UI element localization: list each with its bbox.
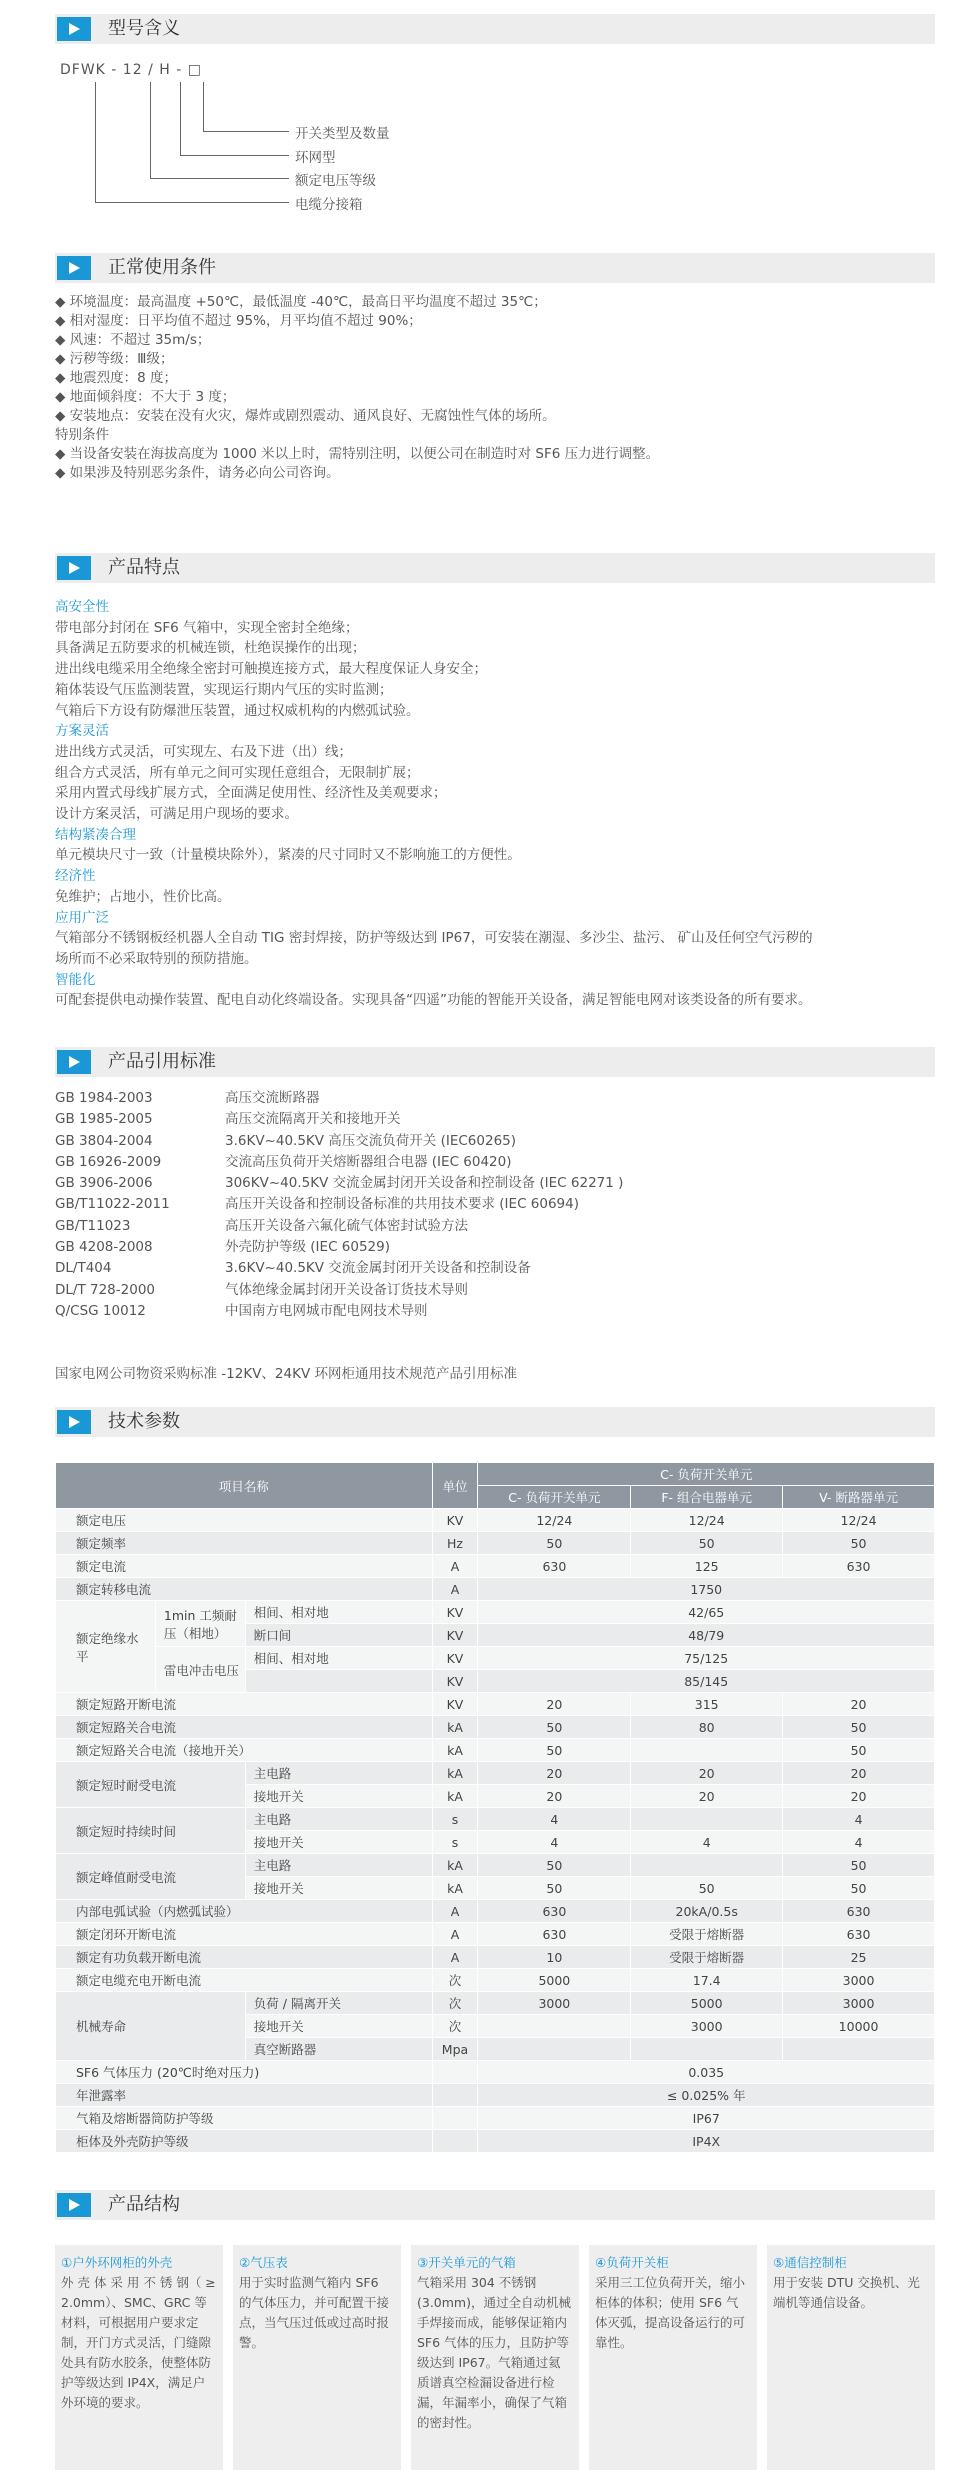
table-cell: 额定电流 — [56, 1555, 433, 1578]
standard-name: 外壳防护等级 (IEC 60529) — [225, 1239, 390, 1256]
table-row — [56, 1555, 935, 1578]
table-cell: 20kA/0.5s — [631, 1900, 783, 1923]
table-cell: 630 — [478, 1923, 631, 1946]
list-item: ◆ 地震烈度：8 度； — [55, 370, 178, 386]
table-cell: 50 — [478, 1854, 631, 1877]
table-cell: 42/65 — [478, 1601, 935, 1624]
table-cell: 50 — [478, 1716, 631, 1739]
table-cell: A — [432, 1900, 478, 1923]
standard-code: GB 4208-2008 — [55, 1239, 153, 1256]
table-cell: 内部电弧试验（内燃弧试验） — [56, 1900, 433, 1923]
standard-code: GB 1984-2003 — [55, 1090, 153, 1106]
table-cell: 50 — [783, 1877, 935, 1900]
table-cell: KV — [432, 1670, 478, 1693]
table-cell: KV — [432, 1693, 478, 1716]
standard-row — [55, 1194, 623, 1215]
diagram-line — [180, 82, 181, 155]
table-cell: 85/145 — [478, 1670, 935, 1693]
table-cell: 主电路 — [245, 1762, 432, 1785]
standard-code: DL/T 728-2000 — [55, 1281, 155, 1298]
table-row — [56, 1739, 935, 1762]
table-cell: 630 — [478, 1900, 631, 1923]
table-cell: 12/24 — [631, 1509, 783, 1532]
table-row — [56, 1578, 935, 1601]
section-header-tech — [55, 1407, 935, 1437]
table-row — [56, 1992, 935, 2015]
table-cell: 48/79 — [478, 1624, 935, 1647]
table-cell — [478, 2015, 631, 2038]
play-icon — [57, 17, 91, 41]
table-cell: 4 — [783, 1831, 935, 1854]
section-title: 型号含义 — [108, 18, 180, 39]
standard-name: 高压开关设备六氟化硫气体密封试验方法 — [225, 1217, 468, 1234]
table-row — [56, 1762, 935, 1785]
spec-table — [55, 1462, 935, 2153]
table-cell: 额定短路开断电流 — [56, 1693, 433, 1716]
list-item: ◆ 污秽等级：Ⅲ级； — [55, 351, 174, 367]
diagram-line — [203, 131, 289, 132]
table-cell — [245, 1670, 432, 1693]
table-row — [56, 1716, 935, 1739]
model-label: 电缆分接箱 — [295, 197, 363, 213]
table-cell: 20 — [631, 1785, 783, 1808]
standards-list — [55, 1088, 623, 1322]
model-label: 额定电压等级 — [295, 173, 376, 189]
standard-row — [55, 1173, 623, 1194]
standard-code: GB/T11022-2011 — [55, 1196, 170, 1213]
feature-heading: 经济性 — [55, 868, 96, 885]
table-cell: 50 — [478, 1739, 631, 1762]
table-cell: 机械寿命 — [56, 1992, 246, 2061]
table-cell: 受限于熔断器 — [631, 1946, 783, 1969]
model-label: 环网型 — [295, 150, 336, 166]
feature-line: 气箱部分不锈钢板经机器人全自动 TIG 密封焊接，防护等级达到 IP67，可安装在潮湿、多沙尘、盐污、 矿山及任何空气污秽的 — [55, 930, 813, 947]
feature-line: 气箱后下方设有防爆泄压装置，通过权威机构的内燃弧试验。 — [55, 702, 420, 719]
table-cell: 125 — [631, 1555, 783, 1578]
model-label: 开关类型及数量 — [295, 126, 390, 142]
table-cell: A — [432, 1923, 478, 1946]
table-cell: 50 — [783, 1532, 935, 1555]
table-row — [56, 1647, 935, 1670]
structure-card — [589, 2245, 757, 2470]
header-group: C- 负荷开关单元 — [478, 1463, 935, 1486]
table-cell: 柜体及外壳防护等级 — [56, 2130, 433, 2153]
standard-name: 气体绝缘金属封闭开关设备订货技术导则 — [225, 1281, 468, 1298]
section-title: 产品结构 — [108, 2194, 180, 2215]
section-header-standards — [55, 1047, 935, 1077]
table-cell — [478, 2038, 631, 2061]
table-cell: Mpa — [432, 2038, 478, 2061]
table-cell — [432, 2130, 478, 2153]
standard-code: GB 16926-2009 — [55, 1153, 162, 1170]
standard-code: GB/T11023 — [55, 1217, 131, 1234]
table-cell: kA — [432, 1762, 478, 1785]
table-cell: 受限于熔断器 — [631, 1923, 783, 1946]
diagram-line — [95, 202, 289, 203]
table-cell: 20 — [783, 1785, 935, 1808]
feature-line: 采用内置式母线扩展方式，全面满足使用性、经济性及美观要求； — [55, 785, 447, 802]
play-icon — [57, 556, 91, 580]
table-cell: 负荷 / 隔离开关 — [245, 1992, 432, 2015]
card-body: 采用三工位负荷开关，缩小柜体的体积；使用 SF6 气体灭弧，提高设备运行的可靠性。 — [595, 2275, 746, 2350]
header-c: C- 负荷开关单元 — [478, 1486, 631, 1509]
table-row — [56, 1900, 935, 1923]
table-cell: Hz — [432, 1532, 478, 1555]
table-cell: 20 — [783, 1762, 935, 1785]
play-icon — [57, 1050, 91, 1074]
table-cell: 10000 — [783, 2015, 935, 2038]
table-cell: 主电路 — [245, 1854, 432, 1877]
feature-heading: 高安全性 — [55, 599, 109, 615]
table-cell — [631, 1854, 783, 1877]
feature-line: 场所而不必采取特别的预防措施。 — [55, 950, 258, 967]
table-cell: 接地开关 — [245, 1877, 432, 1900]
table-cell: 20 — [478, 1762, 631, 1785]
table-cell: s — [432, 1808, 478, 1831]
play-icon — [57, 2193, 91, 2217]
standard-code: GB 3804-2004 — [55, 1132, 153, 1149]
card-body: 用于实时监测气箱内 SF6 的气体压力，并可配置干接点，当气压过低或过高时报警。 — [239, 2275, 390, 2350]
features-list — [55, 597, 813, 1011]
table-row — [56, 1923, 935, 1946]
table-cell: 年泄露率 — [56, 2084, 433, 2107]
standard-name: 高压交流断路器 — [225, 1090, 320, 1106]
table-cell: 额定电压 — [56, 1509, 433, 1532]
table-cell: 3000 — [783, 1969, 935, 1992]
table-cell: 50 — [783, 1854, 935, 1877]
table-cell — [631, 2038, 783, 2061]
standard-name: 高压交流隔离开关和接地开关 — [225, 1111, 401, 1128]
table-row — [56, 2107, 935, 2130]
section-title: 产品特点 — [108, 557, 180, 578]
table-cell: 630 — [783, 1555, 935, 1578]
standard-row — [55, 1131, 623, 1152]
table-cell: 次 — [432, 1992, 478, 2015]
table-cell: KV — [432, 1647, 478, 1670]
standard-row — [55, 1301, 623, 1322]
card-title: ①户外环网柜的外壳 — [61, 2255, 173, 2270]
header-v: V- 断路器单元 — [783, 1486, 935, 1509]
table-row — [56, 1854, 935, 1877]
table-cell: 10 — [478, 1946, 631, 1969]
standard-row — [55, 1152, 623, 1173]
structure-card — [55, 2245, 223, 2470]
list-item: ◆ 当设备安装在海拔高度为 1000 米以上时，需特别注明，以便公司在制造时对 SF6 压力进行调整。 — [55, 446, 660, 462]
table-cell — [432, 2061, 478, 2084]
table-cell — [631, 1739, 783, 1762]
standard-row — [55, 1216, 623, 1237]
section-header-structure — [55, 2190, 935, 2220]
table-cell: 20 — [478, 1693, 631, 1716]
table-cell: 额定闭环开断电流 — [56, 1923, 433, 1946]
diagram-line — [95, 82, 96, 203]
card-body: 外 壳 体 采 用 不 锈 钢（ ≥ 2.0mm）、SMC、GRC 等材料，可根据用户要求定制，开门方式灵活，门缝隙处具有防水胶条，使整体防护等级达到 IP4X，满足户外环境的要求。 — [61, 2275, 216, 2410]
standard-name: 中国南方电网城市配电网技术导则 — [225, 1302, 428, 1319]
table-cell: 额定短时持续时间 — [56, 1808, 246, 1854]
section-header-conditions — [55, 253, 935, 283]
feature-line: 组合方式灵活，所有单元之间可实现任意组合，无限制扩展； — [55, 764, 420, 781]
feature-heading: 智能化 — [55, 971, 96, 988]
table-cell: 630 — [783, 1900, 935, 1923]
table-cell: 3000 — [631, 2015, 783, 2038]
table-cell: 额定绝缘水平 — [56, 1601, 156, 1693]
section-title: 正常使用条件 — [108, 257, 216, 278]
table-cell: 17.4 — [631, 1969, 783, 1992]
table-row — [56, 2084, 935, 2107]
table-cell: 5000 — [631, 1992, 783, 2015]
table-cell — [432, 2084, 478, 2107]
feature-line: 箱体装设气压监测装置，实现运行期内气压的实时监测； — [55, 681, 393, 698]
table-cell: 5000 — [478, 1969, 631, 1992]
table-cell: IP67 — [478, 2107, 935, 2130]
table-cell: 额定转移电流 — [56, 1578, 433, 1601]
diagram-line — [150, 82, 151, 179]
table-cell: 额定电缆充电开断电流 — [56, 1969, 433, 1992]
structure-card — [767, 2245, 935, 2470]
table-cell: 额定短时耐受电流 — [56, 1762, 246, 1808]
table-row — [56, 2130, 935, 2153]
table-cell: kA — [432, 1739, 478, 1762]
table-cell: 接地开关 — [245, 2015, 432, 2038]
card-title: ②气压表 — [239, 2255, 288, 2270]
table-cell: s — [432, 1831, 478, 1854]
feature-line: 进出线电缆采用全绝缘全密封可触摸连接方式，最大程度保证人身安全； — [55, 661, 487, 678]
table-cell: A — [432, 1555, 478, 1578]
table-cell: 相间、相对地 — [245, 1601, 432, 1624]
table-cell: 次 — [432, 1969, 478, 1992]
table-cell: 1750 — [478, 1578, 935, 1601]
table-row — [56, 1532, 935, 1555]
table-cell: 接地开关 — [245, 1785, 432, 1808]
header-unit: 单位 — [432, 1463, 478, 1509]
table-cell: 4 — [783, 1808, 935, 1831]
standard-name: 高压开关设备和控制设备标准的共用技术要求 (IEC 60694) — [225, 1196, 579, 1213]
section-title: 技术参数 — [108, 1411, 180, 1432]
model-code: DFWK - 12 / H - □ — [60, 62, 202, 78]
card-title: ③开关单元的气箱 — [417, 2255, 516, 2270]
play-icon — [57, 256, 91, 280]
feature-heading: 应用广泛 — [55, 909, 109, 926]
play-icon — [57, 1410, 91, 1434]
feature-line: 具备满足五防要求的机械连锁，杜绝误操作的出现； — [55, 640, 366, 657]
standard-row — [55, 1109, 623, 1130]
table-cell: ≤ 0.025% 年 — [478, 2084, 935, 2107]
structure-card — [411, 2245, 579, 2470]
table-cell: A — [432, 1578, 478, 1601]
table-cell: 20 — [478, 1785, 631, 1808]
standard-name: 3.6KV~40.5KV 交流金属封闭开关设备和控制设备 — [225, 1260, 531, 1277]
card-title: ⑤通信控制柜 — [773, 2255, 847, 2270]
card-body: 用于安装 DTU 交换机、光端机等通信设备。 — [773, 2275, 920, 2310]
header-item: 项目名称 — [56, 1463, 433, 1509]
table-row — [56, 1969, 935, 1992]
standard-code: GB 1985-2005 — [55, 1111, 153, 1128]
standard-name: 306KV~40.5KV 交流金属封闭开关设备和控制设备 (IEC 62271 ) — [225, 1175, 624, 1192]
card-body: 气箱采用 304 不锈钢 (3.0mm)，通过全自动机械手焊接而成，能够保证箱内 SF6 气体的压力，且防护等级达到 IP67。气箱通过氦质谱真空检漏设备进行检漏，年漏率小，确保了气箱的密封性。 — [417, 2275, 571, 2430]
table-cell: IP4X — [478, 2130, 935, 2153]
standards-note: 国家电网公司物资采购标准 -12KV、24KV 环网柜通用技术规范产品引用标准 — [55, 1366, 517, 1382]
table-cell: 1min 工频耐压（相地） — [155, 1601, 245, 1647]
table-cell: 12/24 — [783, 1509, 935, 1532]
table-row — [56, 1601, 935, 1624]
standard-code: DL/T404 — [55, 1260, 112, 1277]
special-title: 特别条件 — [55, 427, 109, 443]
standard-code: GB 3906-2006 — [55, 1175, 153, 1192]
table-cell: 0.035 — [478, 2061, 935, 2084]
list-item: ◆ 环境温度：最高温度 +50℃，最低温度 -40℃，最高日平均温度不超过 35℃； — [55, 294, 547, 310]
table-cell: 主电路 — [245, 1808, 432, 1831]
header-f: F- 组合电器单元 — [631, 1486, 783, 1509]
table-cell: 20 — [783, 1693, 935, 1716]
feature-heading: 结构紧凑合理 — [55, 826, 136, 843]
table-cell: 雷电冲击电压 — [155, 1647, 245, 1693]
table-cell: 315 — [631, 1693, 783, 1716]
table-cell — [783, 2038, 935, 2061]
table-cell: 接地开关 — [245, 1831, 432, 1854]
table-cell: 20 — [631, 1762, 783, 1785]
standard-row — [55, 1258, 623, 1279]
card-title: ④负荷开关柜 — [595, 2255, 669, 2270]
section-header-model — [55, 14, 935, 44]
table-header-row — [56, 1463, 935, 1486]
table-cell: 相间、相对地 — [245, 1647, 432, 1670]
table-row — [56, 1808, 935, 1831]
table-cell: 50 — [783, 1739, 935, 1762]
table-cell: 次 — [432, 2015, 478, 2038]
table-cell — [631, 1808, 783, 1831]
feature-line: 免维护；占地小，性价比高。 — [55, 888, 231, 905]
table-cell: 额定峰值耐受电流 — [56, 1854, 246, 1900]
table-row — [56, 1509, 935, 1532]
table-cell: 50 — [631, 1532, 783, 1555]
table-cell: 50 — [478, 1532, 631, 1555]
list-item: ◆ 地面倾斜度：不大于 3 度； — [55, 389, 236, 405]
table-cell: 80 — [631, 1716, 783, 1739]
table-cell: 4 — [631, 1831, 783, 1854]
table-row — [56, 1946, 935, 1969]
diagram-line — [180, 155, 289, 156]
table-cell: 3000 — [478, 1992, 631, 2015]
table-cell: 630 — [783, 1923, 935, 1946]
standard-code: Q/CSG 10012 — [55, 1302, 146, 1319]
table-cell: kA — [432, 1785, 478, 1808]
list-item: ◆ 安装地点：安装在没有火灾，爆炸或剧烈震动、通风良好、无腐蚀性气体的场所。 — [55, 408, 556, 424]
feature-line: 带电部分封闭在 SF6 气箱中，实现全密封全绝缘； — [55, 619, 359, 636]
conditions-list — [55, 293, 659, 483]
table-cell: 4 — [478, 1831, 631, 1854]
standard-name: 3.6KV~40.5KV 高压交流负荷开关 (IEC60265) — [225, 1132, 517, 1149]
table-cell: 25 — [783, 1946, 935, 1969]
table-cell: 4 — [478, 1808, 631, 1831]
list-item: ◆ 如果涉及特别恶劣条件，请务必向公司咨询。 — [55, 465, 340, 481]
table-cell: 50 — [478, 1877, 631, 1900]
feature-heading: 方案灵活 — [55, 723, 109, 740]
structure-card — [233, 2245, 401, 2470]
table-row — [56, 1693, 935, 1716]
diagram-line — [203, 82, 204, 132]
feature-line: 可配套提供电动操作装置、配电自动化终端设备。实现具备“四遥”功能的智能开关设备，满足智能电网对该类设备的所有要求。 — [55, 992, 812, 1009]
standard-row — [55, 1237, 623, 1258]
table-cell: 12/24 — [478, 1509, 631, 1532]
standard-row — [55, 1280, 623, 1301]
standard-row — [55, 1088, 623, 1109]
feature-line: 单元模块尺寸一致（计量模块除外），紧凑的尺寸同时又不影响施工的方便性。 — [55, 847, 521, 864]
table-cell: KV — [432, 1509, 478, 1532]
table-row — [56, 2061, 935, 2084]
table-cell: kA — [432, 1877, 478, 1900]
diagram-line — [150, 178, 289, 179]
feature-line: 设计方案灵活，可满足用户现场的要求。 — [55, 806, 298, 823]
section-title: 产品引用标准 — [108, 1051, 216, 1072]
table-cell: 额定有功负载开断电流 — [56, 1946, 433, 1969]
table-cell: 75/125 — [478, 1647, 935, 1670]
table-cell — [432, 2107, 478, 2130]
table-cell: kA — [432, 1854, 478, 1877]
table-cell: 50 — [783, 1716, 935, 1739]
section-header-features — [55, 553, 935, 583]
list-item: ◆ 风速：不超过 35m/s； — [55, 332, 211, 348]
table-cell: 额定频率 — [56, 1532, 433, 1555]
table-cell: 630 — [478, 1555, 631, 1578]
table-cell: KV — [432, 1601, 478, 1624]
table-cell: 额定短路关合电流 — [56, 1716, 433, 1739]
table-cell: 50 — [631, 1877, 783, 1900]
table-cell: SF6 气体压力 (20℃时绝对压力) — [56, 2061, 433, 2084]
table-cell: KV — [432, 1624, 478, 1647]
feature-line: 进出线方式灵活，可实现左、右及下进（出）线； — [55, 743, 352, 760]
table-cell: 额定短路关合电流（接地开关） — [56, 1739, 433, 1762]
table-cell: 气箱及熔断器筒防护等级 — [56, 2107, 433, 2130]
table-cell: 真空断路器 — [245, 2038, 432, 2061]
standard-name: 交流高压负荷开关熔断器组合电器 (IEC 60420) — [225, 1153, 512, 1170]
table-cell: kA — [432, 1716, 478, 1739]
table-cell: 3000 — [783, 1992, 935, 2015]
list-item: ◆ 相对湿度：日平均值不超过 95%，月平均值不超过 90%； — [55, 313, 422, 329]
table-cell: A — [432, 1946, 478, 1969]
table-cell: 断口间 — [245, 1624, 432, 1647]
